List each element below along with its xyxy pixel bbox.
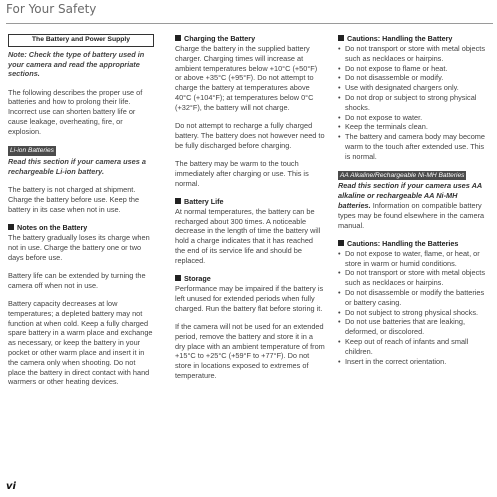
- paragraph: The battery may be warm to the touch immediately after charging or use. This is normal.: [175, 158, 309, 188]
- square-bullet-icon: [175, 275, 181, 281]
- paragraph: Do not attempt to recharge a fully charged battery. The battery does not however need to be fully discharged before charging.: [175, 121, 325, 150]
- page-header: For Your Safety: [6, 2, 97, 16]
- aa-note-tail: Information on compatible battery types may be found elsewhere in the camera manual.: [338, 200, 485, 230]
- list-item: • Do not subject to strong physical shocks.: [338, 308, 488, 318]
- square-bullet-icon: [175, 35, 181, 41]
- heading-charging: Charging the Battery: [175, 34, 325, 44]
- note-text: Note: Check the type of battery used in your camera and read the appropriate sections.: [8, 49, 145, 79]
- paragraph: The battery gradually loses its charge when not in use. Charge the battery one or two days before use.: [8, 232, 150, 262]
- square-bullet-icon: [175, 198, 181, 204]
- square-bullet-icon: [8, 224, 14, 230]
- list-item: • Do not expose to flame or heat.: [338, 64, 488, 74]
- square-bullet-icon: [338, 240, 344, 246]
- heading-storage: Storage: [175, 274, 325, 284]
- list-item: • Do not expose to water.: [338, 113, 488, 123]
- square-bullet-icon: [338, 35, 344, 41]
- cautions-list-2: [338, 249, 488, 367]
- heading-cautions-batteries: Cautions: Handling the Batteries: [338, 239, 488, 249]
- list-item: • Do not disassemble or modify.: [338, 73, 488, 83]
- paragraph: The battery is not charged at shipment. Charge the battery before use. Keep the battery in its case when not in use.: [8, 185, 140, 214]
- list-item: • Use with designated chargers only.: [338, 83, 488, 93]
- list-item: • Do not expose to water, flame, or heat, or store in warm or humid conditions.: [338, 249, 488, 269]
- aa-note: Read this section if your camera uses AA alkaline or rechargeable AA Ni-MH batteries.: [338, 181, 482, 210]
- heading-cautions-battery: Cautions: Handling the Battery: [338, 34, 488, 44]
- paragraph: Battery life can be extended by turning the camera off when not in use.: [8, 270, 146, 290]
- page-number: vi: [6, 481, 16, 492]
- column-2: [175, 34, 325, 389]
- paragraph: Charge the battery in the supplied battery charger. Charging times will increase at ambient temperatures below +10°C (+50°F) or above +35°C (+95°F). Do not attempt to charge the battery at temperatures above 40°C (+104°F); at temperatures below 0°C (+32°F), the battery will not charge.: [175, 44, 318, 112]
- paragraph: Performance may be impaired if the battery is left unused for extended periods when fully charged. Run the battery flat before storing it.: [175, 284, 324, 313]
- column-1: [8, 34, 154, 396]
- aa-batteries-tag: AA Alkaline/Rechargeable Ni-MH Batteries: [340, 171, 465, 179]
- paragraph: Battery capacity decreases at low temperatures; a depleted battery may not function at when cold. Keep a fully charged spare battery in a warm place and exchange as necessary, or keep the battery in your pocket or other warm place and insert it in the camera only when shooting. Do not place the battery in direct contact with hand warmers or other heating devices.: [8, 298, 153, 387]
- list-item: • Do not transport or store with metal objects such as necklaces or hairpins.: [338, 268, 488, 288]
- list-item: • Keep out of reach of infants and small children.: [338, 337, 488, 357]
- li-ion-note: Read this section if your camera uses a rechargeable Li-ion battery.: [8, 156, 146, 176]
- list-item: • Do not drop or subject to strong physical shocks.: [338, 93, 488, 113]
- list-item: • Do not disassemble or modify the batteries or battery casing.: [338, 288, 488, 308]
- cautions-list-1: [338, 44, 488, 162]
- list-item: • Insert in the correct orientation.: [338, 357, 488, 367]
- column-3: [338, 34, 488, 374]
- heading-notes-battery: Notes on the Battery: [8, 223, 154, 233]
- aa-note-paragraph: [338, 181, 488, 230]
- list-item: • The battery and camera body may become warm to the touch after extended use. This is normal.: [338, 132, 488, 161]
- list-item: • Do not transport or store with metal objects such as necklaces or hairpins.: [338, 44, 488, 64]
- list-item: • Do not use batteries that are leaking, deformed, or discolored.: [338, 317, 488, 337]
- section-box-title: The Battery and Power Supply: [8, 34, 154, 47]
- heading-battery-life: Battery Life: [175, 197, 325, 207]
- header-rule: [6, 23, 493, 24]
- paragraph: At normal temperatures, the battery can be recharged about 300 times. A noticeable decrease in the length of time the battery will hold a charge indicates that it has reached the end of its service life and should be replaced.: [175, 206, 321, 265]
- li-ion-tag: Li-ion Batteries: [10, 147, 54, 155]
- list-item: • Keep the terminals clean.: [338, 122, 488, 132]
- paragraph: The following describes the proper use of batteries and how to prolong their life. Incorrect use can shorten battery life or cause leakage, overheating, fire, or explosion.: [8, 87, 143, 136]
- paragraph: If the camera will not be used for an extended period, remove the battery and store it in a dry place with an ambient temperature of from +15°C to +25°C (+59°F to +77°F). Do not store in locations exposed to extremes of temperature.: [175, 322, 325, 381]
